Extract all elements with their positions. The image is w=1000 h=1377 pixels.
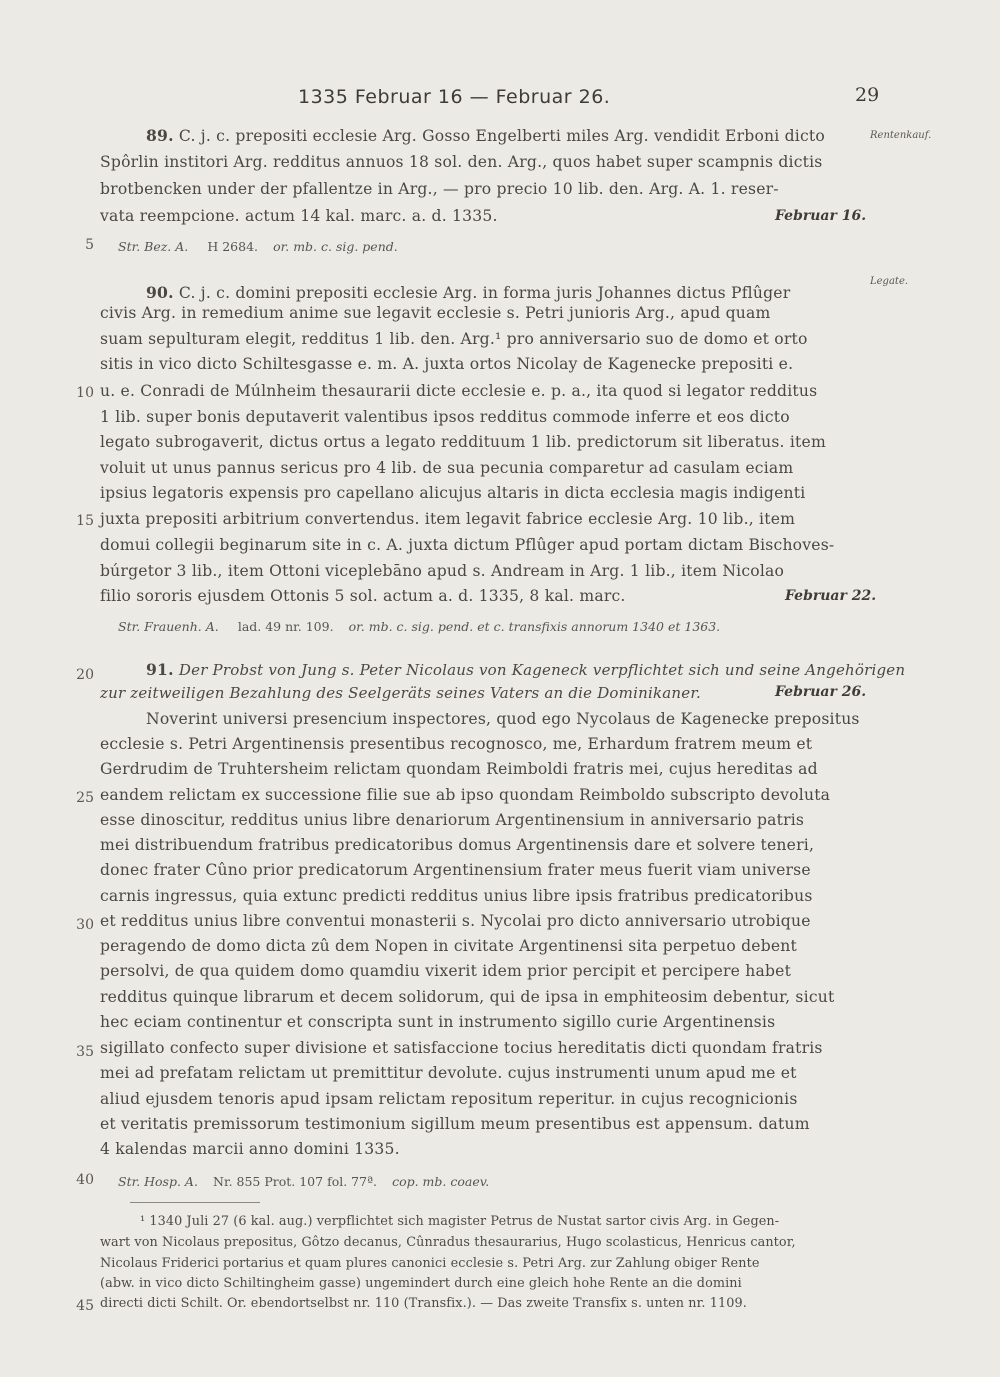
entry-89-source: Str. Bez. A. H 2684. or. mb. c. sig. pend.	[118, 239, 398, 254]
line-number-25: 25	[76, 790, 94, 806]
entry-91-line-3: Gerdrudim de Truhtersheim relictam quondam Reimboldi fratris mei, cujus hereditas ad	[100, 760, 818, 778]
line-number-10: 10	[76, 385, 94, 401]
entry-89-line-2: Spôrlin institori Arg. redditus annuos 18 sol. den. Arg., quos habet super scampnis dictis	[100, 153, 823, 171]
entry-91-heading-2: zur zeitweiligen Bezahlung des Seelgeräts seines Vaters an die Dominikaner.	[100, 684, 702, 702]
line-number-35: 35	[76, 1044, 94, 1060]
entry-90-line-12: búrgetor 3 lib., item Ottoni viceplebāno apud s. Andream in Arg. 1 lib., item Nicolao	[100, 562, 785, 580]
footnote-line-3: Nicolaus Friderici portarius et quam plures canonici ecclesie s. Petri Arg. zur Zahlung obiger Rente	[100, 1256, 760, 1271]
entry-91-line-17: et veritatis premissorum testimonium sigillum meum presentibus est appensum. datum	[100, 1115, 810, 1133]
footnote-rule	[130, 1202, 260, 1203]
running-header: 1335 Februar 16 — Februar 26.	[298, 86, 611, 108]
entry-91-line-14: sigillato confecto super divisione et satisfaccione tocius hereditatis dicti quondam fratris	[100, 1039, 823, 1057]
entry-89-line-1: 89. C. j. c. prepositi ecclesie Arg. Gosso Engelberti miles Arg. vendidit Erboni dicto	[146, 126, 825, 145]
entry-90-source: Str. Frauenh. A. lad. 49 nr. 109. or. mb. c. sig. pend. et c. transfixis annorum 1340 et 1363.	[118, 619, 721, 634]
entry-91-line-4: eandem relictam ex successione filie sue ab ipso quondam Reimboldo subscripto devoluta	[100, 786, 831, 804]
entry-91-line-15: mei ad prefatam relictam ut premittitur devolute. cujus instrumenti unum apud me et	[100, 1064, 797, 1082]
entry-number-91: 91.	[146, 660, 174, 679]
entry-91-line-1: Noverint universi presencium inspectores, quod ego Nycolaus de Kagenecke prepositus	[146, 710, 860, 728]
entry-number-89: 89.	[146, 126, 174, 145]
entry-89-date: Februar 16.	[775, 208, 867, 224]
entry-89-line-3: brotbencken under der pfallentze in Arg., — pro precio 10 lib. den. Arg. A. 1. reser-	[100, 180, 779, 198]
entry-90-line-6: 1 lib. super bonis deputaverit valentibus ipsos redditus commode inferre et eos dicto	[100, 408, 790, 426]
entry-90-line-9: ipsius legatoris expensis pro capellano alicujus altaris in dicta ecclesia magis indigenti	[100, 484, 806, 502]
entry-90-line-4: sitis in vico dicto Schiltesgasse e. m. A. juxta ortos Nicolay de Kagenecke prepositi e.	[100, 355, 794, 373]
entry-90-line-5: u. e. Conradi de Múlnheim thesaurarii dicte ecclesie e. p. a., ita quod si legator redditus	[100, 382, 818, 400]
entry-91-line-6: mei distribuendum fratribus predicatoribus domus Argentinensis dare et solvere teneri,	[100, 836, 815, 854]
entry-91-source: Str. Hosp. A. Nr. 855 Prot. 107 fol. 77ª. cop. mb. coaev.	[118, 1174, 490, 1189]
entry-90-date: Februar 22.	[785, 588, 877, 604]
line-number-15: 15	[76, 513, 94, 529]
footnote-line-4: (abw. in vico dicto Schiltingheim gasse) ungemindert durch eine gleich hohe Rente an die domini	[100, 1276, 742, 1291]
entry-91-date: Februar 26.	[775, 684, 867, 700]
entry-91-line-12: redditus quinque librarum et decem solidorum, qui de ipsa in emphiteosim debentur, sicut	[100, 988, 835, 1006]
footnote-line-1: ¹ 1340 Juli 27 (6 kal. aug.) verpflichtet sich magister Petrus de Nustat sartor civis Arg. in Gegen-	[140, 1214, 780, 1229]
entry-91-line-10: peragendo de domo dicta zû dem Nopen in civitate Argentinensi sita perpetuo debent	[100, 937, 798, 955]
margin-note-89: Rentenkauf.	[870, 130, 932, 141]
entry-91-heading-1: 91. Der Probst von Jung s. Peter Nicolaus von Kageneck verpflichtet sich und seine Angehörigen	[146, 660, 906, 679]
entry-91-line-13: hec eciam continentur et conscripta sunt in instrumento sigillo curie Argentinensis	[100, 1013, 776, 1031]
entry-90-line-13: filio sororis ejusdem Ottonis 5 sol. actum a. d. 1335, 8 kal. marc.	[100, 587, 626, 605]
entry-90-line-11: domui collegii beginarum site in c. A. juxta dictum Pflûger apud portam dictam Bischoves-	[100, 536, 835, 554]
page-number: 29	[855, 84, 880, 106]
line-number-30: 30	[76, 917, 94, 933]
entry-89-line-4: vata reempcione. actum 14 kal. marc. a. d. 1335.	[100, 207, 498, 225]
entry-91-line-9: et redditus unius libre conventui monasterii s. Nycolai pro dicto anniversario utrobique	[100, 912, 811, 930]
entry-90-line-10: juxta prepositi arbitrium convertendus. item legavit fabrice ecclesie Arg. 10 lib., item	[100, 510, 796, 528]
entry-91-line-5: esse dinoscitur, redditus unius libre denariorum Argentinensium in anniversario patris	[100, 811, 805, 829]
line-number-45: 45	[76, 1298, 94, 1314]
entry-90-line-8: voluit ut unus pannus sericus pro 4 lib. de sua pecunia comparetur ad casulam eciam	[100, 459, 794, 477]
line-number-40: 40	[76, 1172, 94, 1188]
entry-90-line-1: 90. C. j. c. domini prepositi ecclesie Arg. in forma juris Johannes dictus Pflûger	[146, 283, 791, 302]
entry-91-line-11: persolvi, de qua quidem domo quamdiu vixerit idem prior percipit et percipere habet	[100, 962, 792, 980]
entry-91-line-8: carnis ingressus, quia extunc predicti redditus unius libre ipsis fratribus predicatoribus	[100, 887, 813, 905]
entry-91-line-7: donec frater Cûno prior predicatorum Argentinensium frater meus fuerit viam universe	[100, 861, 811, 879]
entry-90-line-2: civis Arg. in remedium anime sue legavit ecclesie s. Petri junioris Arg., apud quam	[100, 304, 771, 322]
footnote-line-2: wart von Nicolaus prepositus, Gôtzo decanus, Cûnradus thesaurarius, Hugo scolasticus, Henricus cantor,	[100, 1235, 796, 1250]
entry-91-line-2: ecclesie s. Petri Argentinensis presentibus recognosco, me, Erhardum fratrem meum et	[100, 735, 813, 753]
line-number-20: 20	[76, 667, 94, 683]
entry-90-line-3: suam sepulturam elegit, redditus 1 lib. den. Arg.¹ pro anniversario suo de domo et orto	[100, 330, 808, 348]
line-number-5: 5	[85, 237, 94, 253]
margin-note-90: Legate.	[870, 276, 909, 287]
entry-91-line-16: aliud ejusdem tenoris apud ipsam relictam repositum reperitur. in cujus recognicionis	[100, 1090, 798, 1108]
entry-91-line-18: 4 kalendas marcii anno domini 1335.	[100, 1140, 400, 1158]
entry-number-90: 90.	[146, 283, 174, 302]
entry-90-line-7: legato subrogaverit, dictus ortus a legato reddituum 1 lib. predictorum sit liberatus. item	[100, 433, 826, 451]
footnote-line-5: directi dicti Schilt. Or. ebendortselbst nr. 110 (Transfix.). — Das zweite Transfix s. unten nr. 1109.	[100, 1296, 747, 1311]
